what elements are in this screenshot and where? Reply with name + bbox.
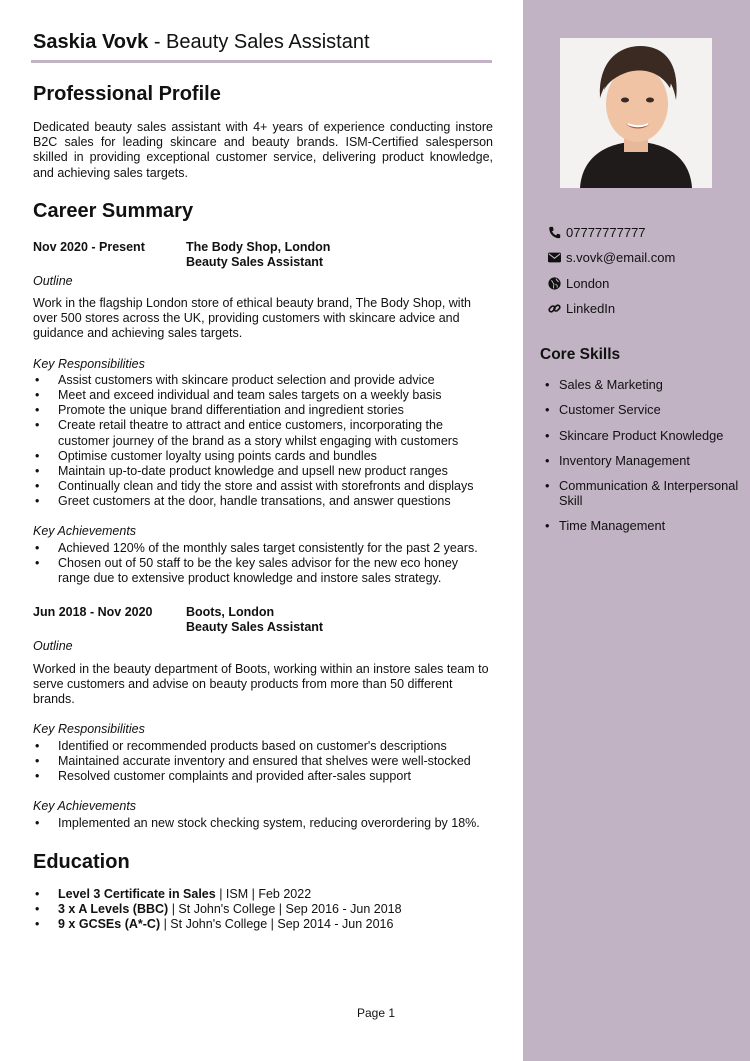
list-item: • Create retail theatre to attract and entice customers, incorporating the customer journey of the brand as a story whilst engaging with customers <box>33 418 493 448</box>
skill-item: • Customer Service <box>540 402 740 417</box>
sidebar <box>523 0 750 1061</box>
list-item: • Chosen out of 50 staff to be the key sales advisor for the new eco honey range due to extensive product knowledge and instore sales strategy. <box>33 556 493 586</box>
envelope-icon <box>547 251 561 265</box>
list-item: • Implemented an new stock checking system, reducing overordering by 18%. <box>33 816 493 831</box>
location-text: London <box>566 275 610 291</box>
contact-phone <box>547 220 675 245</box>
job-employer-block <box>186 605 323 636</box>
job-outline: Work in the flagship London store of ethical beauty brand, The Body Shop, with over 500 stores across the UK, providing customers with skincare advice and guidance and achieving sales targets. <box>33 296 472 341</box>
job-title: Beauty Sales Assistant <box>186 620 324 635</box>
page-title <box>33 31 370 54</box>
responsibilities-label: Key Responsibilities <box>33 722 145 736</box>
core-skills-list <box>540 377 740 544</box>
list-item: • Maintain up-to-date product knowledge and upsell new product ranges <box>33 464 493 479</box>
phone-icon <box>547 226 561 240</box>
job-dates: Jun 2018 - Nov 2020 <box>33 605 153 619</box>
candidate-role: Beauty Sales Assistant <box>166 31 370 53</box>
qualification: 9 x GCSEs (A*-C) <box>58 917 161 932</box>
education-item <box>33 917 493 932</box>
linkedin-link[interactable]: LinkedIn <box>566 301 616 317</box>
education-heading: Education <box>33 851 130 873</box>
career-heading: Career Summary <box>33 200 194 222</box>
job-dates: Nov 2020 - Present <box>33 240 145 254</box>
link-icon <box>547 302 561 316</box>
achievements-label: Key Achievements <box>33 524 137 538</box>
list-item: • Promote the unique brand differentiation and ingredient stories <box>33 403 493 418</box>
responsibilities-list <box>33 373 493 509</box>
list-item: • Greet customers at the door, handle transations, and answer questions <box>33 494 493 509</box>
candidate-name: Saskia Vovk <box>33 31 149 53</box>
education-item <box>33 887 493 902</box>
achievements-label: Key Achievements <box>33 799 137 813</box>
contact-location <box>547 271 675 296</box>
achievements-list <box>33 541 493 586</box>
contact-list <box>547 220 675 321</box>
title-separator: - <box>148 31 167 53</box>
profile-photo <box>560 38 712 188</box>
globe-icon <box>547 276 561 290</box>
email-address: s.vovk@email.com <box>566 250 676 266</box>
list-item: • Achieved 120% of the monthly sales target consistently for the past 2 years. <box>33 541 493 556</box>
qualification-details: | St John's College | Sep 2016 - Jun 2018 <box>168 902 402 917</box>
core-skills-heading: Core Skills <box>540 346 621 363</box>
outline-label: Outline <box>33 639 73 653</box>
contact-linkedin[interactable] <box>547 296 675 321</box>
phone-number: 07777777777 <box>566 225 646 241</box>
education-item <box>33 902 493 917</box>
responsibilities-list <box>33 739 493 784</box>
list-item: • Identified or recommended products based on customer's descriptions <box>33 739 493 754</box>
outline-label: Outline <box>33 274 73 288</box>
job-employer: Boots, London <box>186 605 275 619</box>
achievements-list <box>33 816 493 831</box>
title-divider <box>31 60 492 63</box>
list-item: • Meet and exceed individual and team sales targets on a weekly basis <box>33 388 493 403</box>
job-title: Beauty Sales Assistant <box>186 255 324 270</box>
skill-item: • Inventory Management <box>540 453 740 468</box>
list-item: • Optimise customer loyalty using points cards and bundles <box>33 449 493 464</box>
responsibilities-label: Key Responsibilities <box>33 357 145 371</box>
job-employer: The Body Shop, London <box>186 240 331 254</box>
profile-text: Dedicated beauty sales assistant with 4+ years of experience conducting instore B2C sales for leading skincare and beauty brands. ISM-Certified salesperson skilled in providing exceptional customer service, delivering product knowledge, and achieving sales targets. <box>33 120 493 180</box>
education-list <box>33 887 493 932</box>
list-item: • Maintained accurate inventory and ensured that shelves were well-stocked <box>33 754 493 769</box>
job-outline: Worked in the beauty department of Boots, working within an instore sales team to serve customers and advise on beauty products from more than 50 different brands. <box>33 662 489 707</box>
list-item: • Resolved customer complaints and provided after-sales support <box>33 769 493 784</box>
list-item: • Continually clean and tidy the store and assist with storefronts and displays <box>33 479 493 494</box>
qualification-details: | St John's College | Sep 2014 - Jun 2016 <box>160 917 394 932</box>
skill-item: • Sales & Marketing <box>540 377 740 392</box>
skill-item: • Communication & Interpersonal Skill <box>540 478 740 508</box>
page-number: Page 1 <box>357 1006 396 1020</box>
qualification: Level 3 Certificate in Sales <box>58 887 216 901</box>
profile-heading: Professional Profile <box>33 83 221 105</box>
skill-item: • Skincare Product Knowledge <box>540 428 740 443</box>
job-employer-block <box>186 240 330 271</box>
contact-email <box>547 245 675 270</box>
qualification: 3 x A Levels (BBC) <box>58 902 169 917</box>
qualification-details: | ISM | Feb 2022 <box>215 887 312 901</box>
skill-item: • Time Management <box>540 518 740 533</box>
list-item: • Assist customers with skincare product selection and provide advice <box>33 373 493 388</box>
